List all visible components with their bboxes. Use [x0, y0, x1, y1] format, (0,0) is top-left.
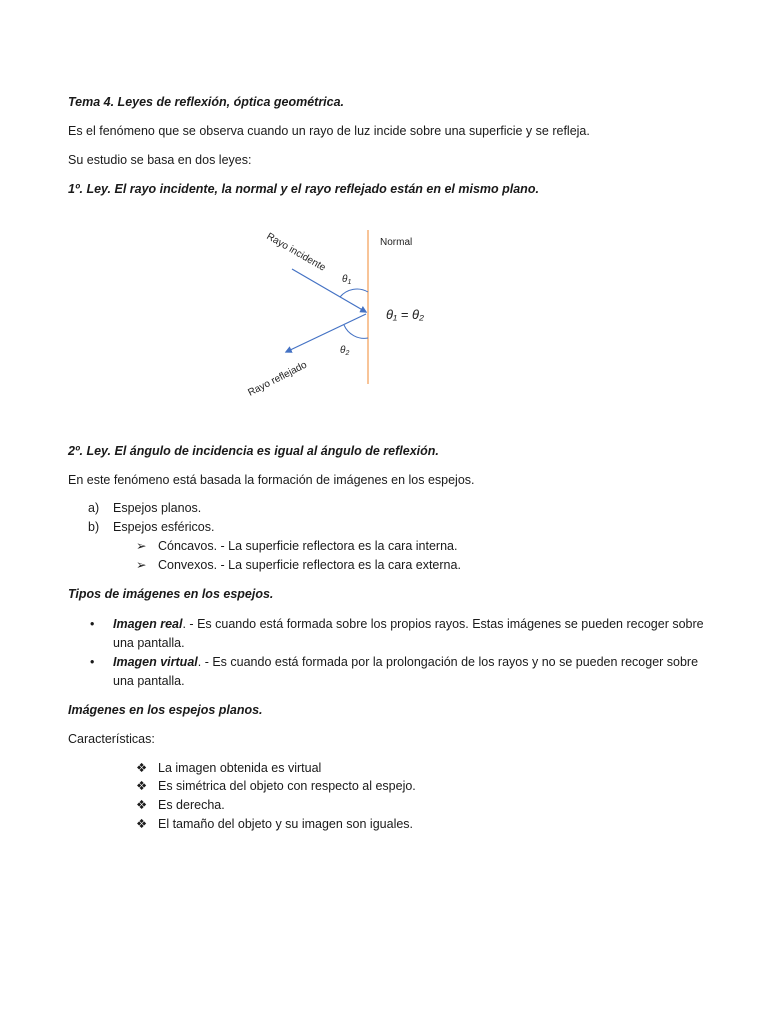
list-marker: a): [88, 501, 100, 515]
images-heading: Tipos de imágenes en los espejos.: [68, 587, 274, 601]
diamond-bullet-icon: ❖: [136, 761, 148, 775]
list-text: Espejos esféricos.: [113, 520, 215, 534]
list-marker: b): [88, 520, 100, 534]
list-continuation: una pantalla.: [113, 674, 185, 688]
reflected-ray-label: Rayo reflejado: [246, 359, 309, 399]
law-2-heading: 2º. Ley. El ángulo de incidencia es igual al ángulo de reflexión.: [68, 444, 439, 458]
normal-label: Normal: [380, 237, 413, 248]
diamond-bullet-icon: ❖: [136, 798, 148, 812]
list-text: Convexos. - La superficie reflectora es la cara externa.: [158, 558, 461, 572]
diamond-bullet-icon: ❖: [136, 817, 148, 831]
theta-2-label: $\theta_2$: [340, 345, 350, 357]
study-paragraph: Su estudio se basa en dos leyes:: [68, 153, 252, 167]
list-text: El tamaño del objeto y su imagen son iguales.: [158, 817, 414, 831]
reflected-ray: [286, 314, 366, 352]
plane-mirrors-heading: Imágenes en los espejos planos.: [68, 703, 263, 717]
list-text: Cóncavos. - La superficie reflectora es la cara interna.: [158, 539, 458, 553]
intro-paragraph: Es el fenómeno que se observa cuando un rayo de luz incide sobre una superficie y se refleja.: [68, 124, 590, 138]
arrow-bullet-icon: ➢: [136, 539, 147, 553]
term: Imagen virtual: [113, 655, 198, 669]
list-text: Es derecha.: [158, 798, 225, 812]
characteristics-label: Características:: [68, 732, 155, 746]
document-title: Tema 4. Leyes de reflexión, óptica geométrica.: [68, 95, 345, 109]
list-text: [113, 654, 698, 670]
arrow-bullet-icon: ➢: [136, 558, 147, 572]
angle-arc-1: [340, 289, 368, 297]
mirrors-intro: En este fenómeno está basada la formación de imágenes en los espejos.: [68, 473, 475, 487]
list-continuation: una pantalla.: [113, 636, 185, 650]
term: Imagen real: [113, 617, 183, 631]
theta-1-label: $\theta_1$: [342, 274, 352, 286]
incident-ray-label: Rayo incidente: [264, 231, 328, 274]
diamond-bullet-icon: ❖: [136, 779, 148, 793]
incident-ray: [292, 269, 366, 312]
list-text: [113, 616, 704, 632]
bullet-icon: •: [90, 617, 95, 631]
list-text: Espejos planos.: [113, 501, 202, 515]
reflection-diagram: [230, 222, 460, 402]
angle-equation: θ₁ = θ₂: [386, 307, 424, 322]
law-1-heading: 1º. Ley. El rayo incidente, la normal y el rayo reflejado están en el mismo plano.: [68, 182, 539, 196]
list-text: Es simétrica del objeto con respecto al espejo.: [158, 779, 416, 793]
definition: . - Es cuando está formada sobre los propios rayos. Estas imágenes se pueden recoger sobre: [182, 617, 704, 631]
definition: . - Es cuando está formada por la prolongación de los rayos y no se pueden recoger sobre: [197, 655, 699, 669]
angle-arc-2: [344, 325, 368, 338]
list-text: La imagen obtenida es virtual: [158, 761, 322, 775]
bullet-icon: •: [90, 655, 95, 669]
